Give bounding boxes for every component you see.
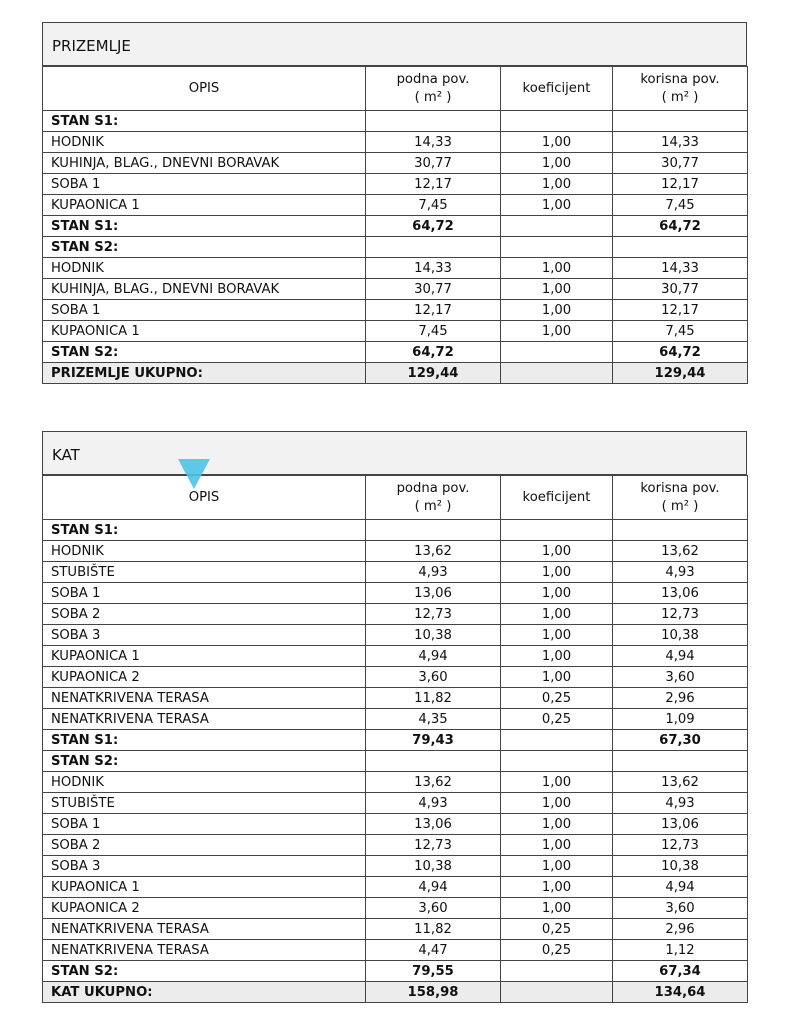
table-row [43, 216, 748, 237]
cell-koeficijent: 1,00 [501, 321, 613, 342]
cell-podna-pov: 4,47 [366, 940, 501, 961]
cell-koeficijent: 0,25 [501, 940, 613, 961]
table-prizemlje [42, 22, 747, 384]
header-row [43, 476, 748, 520]
cell-korisna-pov: 4,93 [613, 562, 748, 583]
cell-opis: SOBA 1 [43, 174, 366, 195]
table-row [43, 919, 748, 940]
cell-opis: KUPAONICA 1 [43, 877, 366, 898]
cell-podna-pov: 13,62 [366, 541, 501, 562]
cell-koeficijent: 1,00 [501, 646, 613, 667]
cell-koeficijent [501, 751, 613, 772]
header-koeficijent: koeficijent [501, 67, 613, 111]
table-row [43, 961, 748, 982]
cell-opis: KUPAONICA 1 [43, 646, 366, 667]
cell-opis: HODNIK [43, 258, 366, 279]
cell-koeficijent [501, 982, 613, 1003]
cell-opis: HODNIK [43, 541, 366, 562]
cell-podna-pov: 3,60 [366, 667, 501, 688]
cell-koeficijent: 1,00 [501, 153, 613, 174]
cell-opis: STUBIŠTE [43, 793, 366, 814]
cell-korisna-pov: 1,12 [613, 940, 748, 961]
cell-korisna-pov: 30,77 [613, 153, 748, 174]
table-row [43, 625, 748, 646]
cell-opis: NENATKRIVENA TERASA [43, 940, 366, 961]
cell-opis: NENATKRIVENA TERASA [43, 688, 366, 709]
cell-opis: PRIZEMLJE UKUPNO: [43, 363, 366, 384]
cell-koeficijent: 1,00 [501, 562, 613, 583]
cell-korisna-pov: 12,17 [613, 174, 748, 195]
table-row [43, 835, 748, 856]
cell-koeficijent: 1,00 [501, 541, 613, 562]
cell-opis: KUPAONICA 2 [43, 898, 366, 919]
cell-koeficijent: 0,25 [501, 919, 613, 940]
cell-koeficijent: 1,00 [501, 877, 613, 898]
cell-opis: KUHINJA, BLAG., DNEVNI BORAVAK [43, 153, 366, 174]
table-row [43, 258, 748, 279]
cell-podna-pov: 14,33 [366, 258, 501, 279]
cell-podna-pov: 4,94 [366, 877, 501, 898]
table-row [43, 195, 748, 216]
table-row [43, 237, 748, 258]
table-row [43, 300, 748, 321]
cell-koeficijent: 1,00 [501, 583, 613, 604]
cell-podna-pov: 79,43 [366, 730, 501, 751]
table-row [43, 111, 748, 132]
cell-koeficijent [501, 111, 613, 132]
cell-podna-pov: 11,82 [366, 919, 501, 940]
cell-koeficijent: 1,00 [501, 174, 613, 195]
cell-podna-pov: 4,93 [366, 793, 501, 814]
cell-korisna-pov: 4,94 [613, 646, 748, 667]
cell-podna-pov: 4,94 [366, 646, 501, 667]
cell-korisna-pov: 4,94 [613, 877, 748, 898]
table-row [43, 174, 748, 195]
cell-podna-pov: 30,77 [366, 279, 501, 300]
cell-korisna-pov: 3,60 [613, 898, 748, 919]
cell-opis: KUPAONICA 2 [43, 667, 366, 688]
header-koeficijent: koeficijent [501, 476, 613, 520]
cell-opis: SOBA 3 [43, 856, 366, 877]
cell-opis: KUPAONICA 1 [43, 321, 366, 342]
cell-podna-pov: 12,17 [366, 300, 501, 321]
cell-podna-pov: 10,38 [366, 625, 501, 646]
cell-koeficijent: 1,00 [501, 258, 613, 279]
cell-podna-pov: 129,44 [366, 363, 501, 384]
table-row [43, 856, 748, 877]
cell-podna-pov: 7,45 [366, 195, 501, 216]
cell-koeficijent [501, 342, 613, 363]
area-table-kat [42, 475, 748, 1003]
cell-koeficijent: 1,00 [501, 898, 613, 919]
table-row [43, 279, 748, 300]
cell-opis: SOBA 1 [43, 814, 366, 835]
table-row [43, 342, 748, 363]
header-korisna-pov [613, 67, 748, 111]
cell-koeficijent [501, 520, 613, 541]
table-row [43, 583, 748, 604]
cell-koeficijent [501, 961, 613, 982]
cell-korisna-pov [613, 751, 748, 772]
cell-korisna-pov: 134,64 [613, 982, 748, 1003]
section-title-prizemlje: PRIZEMLJE [42, 22, 747, 66]
table-row [43, 772, 748, 793]
cell-koeficijent [501, 237, 613, 258]
header-podna-unit: ( m² ) [414, 89, 452, 105]
table-row [43, 982, 748, 1003]
header-podna-pov [366, 67, 501, 111]
cell-korisna-pov: 10,38 [613, 856, 748, 877]
cell-koeficijent [501, 363, 613, 384]
table-row [43, 730, 748, 751]
cell-podna-pov: 3,60 [366, 898, 501, 919]
cell-korisna-pov: 7,45 [613, 195, 748, 216]
table-row [43, 562, 748, 583]
cell-korisna-pov: 64,72 [613, 216, 748, 237]
table-row [43, 709, 748, 730]
cell-koeficijent [501, 730, 613, 751]
triangle-down-icon [178, 459, 210, 489]
cell-opis: KUHINJA, BLAG., DNEVNI BORAVAK [43, 279, 366, 300]
cell-podna-pov: 14,33 [366, 132, 501, 153]
cell-opis: STAN S1: [43, 730, 366, 751]
cell-podna-pov: 10,38 [366, 856, 501, 877]
cell-podna-pov: 4,35 [366, 709, 501, 730]
table-row [43, 898, 748, 919]
cell-korisna-pov: 30,77 [613, 279, 748, 300]
header-korisna-unit: ( m² ) [661, 89, 699, 105]
cell-opis: STAN S2: [43, 751, 366, 772]
area-table-prizemlje [42, 66, 748, 384]
cell-korisna-pov: 14,33 [613, 258, 748, 279]
cell-podna-pov [366, 751, 501, 772]
cell-podna-pov: 158,98 [366, 982, 501, 1003]
cell-podna-pov: 30,77 [366, 153, 501, 174]
cell-podna-pov: 12,73 [366, 604, 501, 625]
cell-korisna-pov: 14,33 [613, 132, 748, 153]
cell-koeficijent: 0,25 [501, 709, 613, 730]
cell-korisna-pov: 13,06 [613, 814, 748, 835]
cell-korisna-pov: 13,06 [613, 583, 748, 604]
cell-korisna-pov: 7,45 [613, 321, 748, 342]
cell-podna-pov: 79,55 [366, 961, 501, 982]
table-row [43, 153, 748, 174]
cell-korisna-pov: 13,62 [613, 772, 748, 793]
table-row [43, 321, 748, 342]
cell-podna-pov [366, 237, 501, 258]
cell-koeficijent: 1,00 [501, 625, 613, 646]
cell-koeficijent: 1,00 [501, 604, 613, 625]
cell-koeficijent: 1,00 [501, 814, 613, 835]
cell-koeficijent: 1,00 [501, 132, 613, 153]
table-row [43, 667, 748, 688]
cell-podna-pov: 64,72 [366, 216, 501, 237]
cell-korisna-pov: 10,38 [613, 625, 748, 646]
cell-koeficijent: 1,00 [501, 856, 613, 877]
cell-korisna-pov: 12,73 [613, 835, 748, 856]
cell-podna-pov: 12,17 [366, 174, 501, 195]
table-row [43, 940, 748, 961]
header-korisna-pov [613, 476, 748, 520]
header-podna-unit: ( m² ) [414, 498, 452, 514]
header-opis: OPIS [43, 476, 366, 520]
cell-opis: HODNIK [43, 772, 366, 793]
table-kat [42, 431, 747, 1003]
cell-korisna-pov: 12,73 [613, 604, 748, 625]
table-body-prizemlje [43, 111, 748, 384]
cell-opis: STUBIŠTE [43, 562, 366, 583]
cell-podna-pov: 7,45 [366, 321, 501, 342]
cell-korisna-pov: 4,93 [613, 793, 748, 814]
cell-opis: SOBA 1 [43, 583, 366, 604]
cell-opis: STAN S2: [43, 342, 366, 363]
cell-koeficijent [501, 216, 613, 237]
cell-podna-pov: 64,72 [366, 342, 501, 363]
table-row [43, 877, 748, 898]
cell-korisna-pov: 129,44 [613, 363, 748, 384]
table-body-kat [43, 520, 748, 1003]
cell-podna-pov: 4,93 [366, 562, 501, 583]
cell-podna-pov [366, 520, 501, 541]
cell-koeficijent: 1,00 [501, 195, 613, 216]
cell-opis: KUPAONICA 1 [43, 195, 366, 216]
cell-opis: SOBA 2 [43, 835, 366, 856]
table-row [43, 604, 748, 625]
cell-korisna-pov: 12,17 [613, 300, 748, 321]
table-row [43, 814, 748, 835]
cell-korisna-pov [613, 111, 748, 132]
header-podna-pov [366, 476, 501, 520]
cell-opis: SOBA 1 [43, 300, 366, 321]
cell-koeficijent: 1,00 [501, 667, 613, 688]
cell-korisna-pov: 1,09 [613, 709, 748, 730]
cell-opis: SOBA 2 [43, 604, 366, 625]
cell-korisna-pov: 3,60 [613, 667, 748, 688]
header-korisna-label: korisna pov. [640, 480, 720, 496]
cell-opis: NENATKRIVENA TERASA [43, 919, 366, 940]
header-korisna-label: korisna pov. [640, 71, 720, 87]
cell-podna-pov: 13,06 [366, 583, 501, 604]
cell-opis: KAT UKUPNO: [43, 982, 366, 1003]
cell-koeficijent: 1,00 [501, 835, 613, 856]
cell-korisna-pov [613, 237, 748, 258]
cell-podna-pov: 13,06 [366, 814, 501, 835]
header-korisna-unit: ( m² ) [661, 498, 699, 514]
header-opis: OPIS [43, 67, 366, 111]
table-row [43, 132, 748, 153]
cell-korisna-pov: 13,62 [613, 541, 748, 562]
table-row [43, 541, 748, 562]
table-row [43, 646, 748, 667]
table-row [43, 520, 748, 541]
table-row [43, 793, 748, 814]
cell-koeficijent: 1,00 [501, 772, 613, 793]
cell-podna-pov: 13,62 [366, 772, 501, 793]
cell-opis: SOBA 3 [43, 625, 366, 646]
cell-korisna-pov: 2,96 [613, 919, 748, 940]
table-row [43, 688, 748, 709]
header-row [43, 67, 748, 111]
cell-koeficijent: 1,00 [501, 279, 613, 300]
cell-podna-pov: 11,82 [366, 688, 501, 709]
cell-koeficijent: 0,25 [501, 688, 613, 709]
header-podna-label: podna pov. [396, 71, 470, 87]
cell-korisna-pov: 2,96 [613, 688, 748, 709]
cell-opis: STAN S1: [43, 111, 366, 132]
table-row [43, 363, 748, 384]
cell-korisna-pov: 67,30 [613, 730, 748, 751]
cell-opis: NENATKRIVENA TERASA [43, 709, 366, 730]
cell-podna-pov: 12,73 [366, 835, 501, 856]
cell-korisna-pov: 67,34 [613, 961, 748, 982]
cell-korisna-pov: 64,72 [613, 342, 748, 363]
cell-opis: STAN S1: [43, 520, 366, 541]
cell-koeficijent: 1,00 [501, 793, 613, 814]
cell-podna-pov [366, 111, 501, 132]
section-title-kat: KAT [42, 431, 747, 475]
cell-opis: STAN S1: [43, 216, 366, 237]
cell-korisna-pov [613, 520, 748, 541]
cell-opis: STAN S2: [43, 961, 366, 982]
table-row [43, 751, 748, 772]
cell-opis: HODNIK [43, 132, 366, 153]
header-podna-label: podna pov. [396, 480, 470, 496]
cell-koeficijent: 1,00 [501, 300, 613, 321]
cell-opis: STAN S2: [43, 237, 366, 258]
